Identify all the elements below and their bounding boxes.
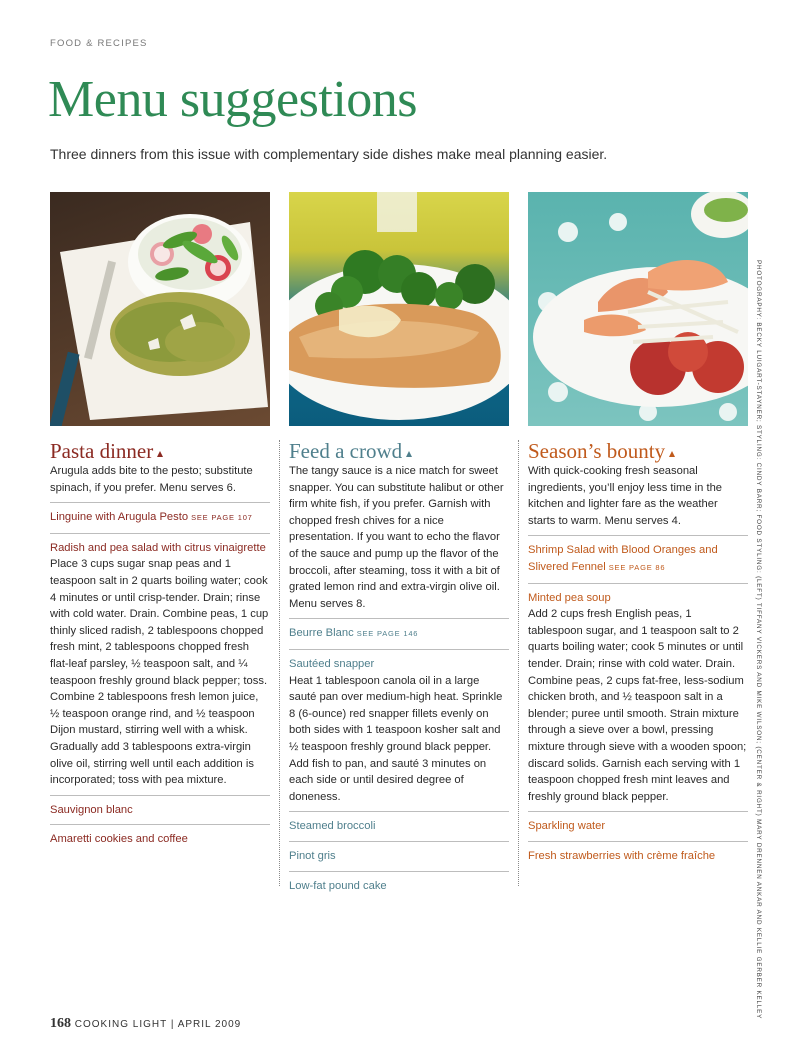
seasons-bounty-photo xyxy=(528,192,748,426)
menu-item xyxy=(289,618,509,643)
menu-item-title: Fresh strawberries with crème fraîche xyxy=(528,849,716,862)
page-reference: SEE PAGE 107 xyxy=(191,513,253,523)
section-label: FOOD & RECIPES xyxy=(50,38,148,49)
intro-text: Three dinners from this issue with complementary side dishes make meal planning easier. xyxy=(50,146,608,162)
menu-heading-text: Feed a crowd xyxy=(289,439,403,463)
menu-item xyxy=(528,811,748,835)
pasta-dinner-photo xyxy=(50,192,270,426)
column-divider xyxy=(518,440,519,886)
menu-item-title: Sautéed snapper xyxy=(289,658,375,671)
menu-heading xyxy=(50,440,270,463)
recipe-text: Add 2 cups fresh English peas, 1 tablespoon sugar, and 1 teaspoon salt to 2 quarts boiling water; cook 5 minutes or until tender. Drain; rinse with cold water. Drain. Combine peas, 2 cups fat-free, less-sodium chicken broth, and ½ teaspoon salt in a blender; puree until smooth. Strain mixture through a sieve over a bowl, pressing mixture through sieve with a wooden spoon; discard solids. Garnish each serving with 1 teaspoon chopped fresh mint leaves and freshly ground black pepper. xyxy=(528,608,747,803)
menu-item xyxy=(50,824,270,848)
menu-heading-text: Pasta dinner xyxy=(50,439,154,463)
page-reference: SEE PAGE 146 xyxy=(356,629,419,639)
menu-item xyxy=(528,535,748,576)
page-footer xyxy=(50,1016,241,1032)
menu-item xyxy=(289,649,509,805)
menu-description: Arugula adds bite to the pesto; substitute spinach, if you prefer. Menu serves 6. xyxy=(50,465,253,494)
menu-item xyxy=(289,871,509,895)
menu-description: With quick-cooking fresh seasonal ingredients, you’ll enjoy less time in the kitchen and lighter fare as the weather starts to warm. Menu serves 4. xyxy=(528,465,723,527)
menu-column-pasta xyxy=(50,192,270,848)
menu-item xyxy=(50,795,270,819)
snapper-plate-illustration xyxy=(289,192,509,426)
photo-credit: PHOTOGRAPHY: BECKY LUIGART-STAYNER; STYLING: CINDY BARR; FOOD STYLING: (LEFT) TIFFANY VICKERS AND MIKE WILSON; (CENTER & RIGHT) MARY DRENNEN ANKAR AND KELLIE GERBER KELLEY xyxy=(755,260,762,1020)
menu-item xyxy=(50,533,270,789)
menu-description: The tangy sauce is a nice match for sweet snapper. You can substitute halibut or other firm white fish, if you prefer. Garnish with chopped fresh chives for a nice presentation. If you want to echo the flavor of the sauce and pump up the flavor of the broccoli, after steaming, toss it with a bit of grated lemon rind and extra-virgin olive oil. Menu serves 8. xyxy=(289,465,504,610)
magazine-name: COOKING LIGHT xyxy=(74,1019,168,1030)
menu-item-title: Shrimp Salad with Blood Oranges and Slivered Fennel xyxy=(528,544,718,574)
menu-heading-text: Season’s bounty xyxy=(528,439,666,463)
menu-item-title: Beurre Blanc xyxy=(289,627,354,640)
recipe-text: Heat 1 tablespoon canola oil in a large sauté pan over medium-high heat. Sprinkle 8 (6-ounce) red snapper fillets evenly on both sides with 1 teaspoon kosher salt and ½ teaspoon freshly ground black pepper. Add fish to pan, and sauté 3 minutes on each side or until desired degree of doneness. xyxy=(289,674,503,803)
menu-item xyxy=(50,502,270,527)
issue-date: APRIL 2009 xyxy=(177,1019,242,1030)
menu-item-title: Pinot gris xyxy=(289,849,336,862)
triangle-icon xyxy=(669,451,675,457)
menu-item xyxy=(289,811,509,835)
pasta-plate-illustration xyxy=(50,192,270,426)
shrimp-plate-illustration xyxy=(528,192,748,426)
menu-item xyxy=(528,841,748,865)
menu-item xyxy=(528,583,748,806)
column-divider xyxy=(279,440,280,886)
menu-heading xyxy=(528,440,748,463)
menu-item xyxy=(289,841,509,865)
menu-item-title: Minted pea soup xyxy=(528,591,611,604)
menu-heading xyxy=(289,440,509,463)
menu-item-title: Linguine with Arugula Pesto xyxy=(50,511,189,524)
menu-column-bounty xyxy=(528,192,748,865)
menu-item-title: Amaretti cookies and coffee xyxy=(50,833,188,846)
page-reference: SEE PAGE 86 xyxy=(608,563,666,573)
triangle-icon xyxy=(406,451,412,457)
menu-item-title: Sparkling water xyxy=(528,820,606,833)
feed-a-crowd-photo xyxy=(289,192,509,426)
page-number: 168 xyxy=(50,1016,71,1031)
menu-item-title: Steamed broccoli xyxy=(289,820,376,833)
menu-item-title: Low-fat pound cake xyxy=(289,879,387,892)
footer-separator: | xyxy=(170,1019,175,1030)
triangle-icon xyxy=(157,451,163,457)
menu-column-crowd xyxy=(289,192,509,894)
page-title: Menu suggestions xyxy=(48,71,417,128)
menu-item-title: Radish and pea salad with citrus vinaigrette xyxy=(50,541,266,554)
recipe-text: Place 3 cups sugar snap peas and 1 teaspoon salt in 2 quarts boiling water; cook 4 minutes or until crisp-tender. Drain; rinse with cold water. Drain. Combine peas, 1 cup thinly sliced radish, 2 tablespoons chopped fresh mint, 2 tablespoons chopped fresh flat-leaf parsley, ½ teaspoon salt, and ¼ teaspoon freshly ground black pepper; toss. Combine 2 tablespoons fresh lemon juice, ½ teaspoon orange rind, and ½ teaspoon Dijon mustard, stirring well with a whisk. Gradually add 3 tablespoons extra-virgin olive oil, stirring well until each addition is incorporated; toss with pea mixture. xyxy=(50,558,269,787)
menu-item-title: Sauvignon blanc xyxy=(50,803,133,816)
